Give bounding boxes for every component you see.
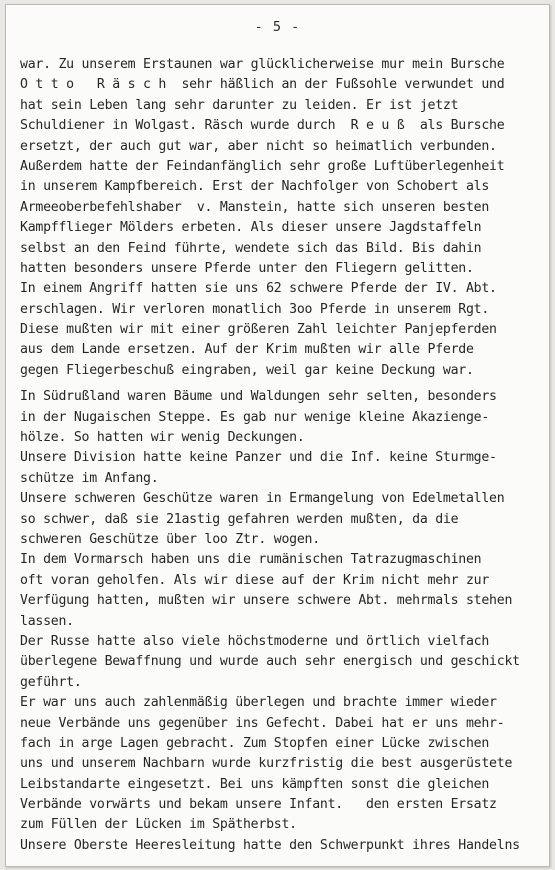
text-line: lassen.: [20, 613, 74, 629]
text-line: in der Nugaischen Steppe. Es gab nur wenige kleine Akazienge-: [20, 409, 490, 425]
text-line: Der Russe hatte also viele höchstmoderne und örtlich vielfach: [20, 633, 490, 649]
text-line: Unsere Oberste Heeresleitung hatte den Schwerpunkt ihres Handelns: [20, 837, 520, 853]
text-line: überlegene Bewaffnung und wurde auch sehr energisch und geschickt: [20, 654, 520, 670]
text-line: Verbände vorwärts und bekam unsere Infant. den ersten Ersatz: [20, 797, 497, 813]
text-line: zum Füllen der Lücken im Spätherbst.: [20, 817, 297, 833]
text-line: in unserem Kampfbereich. Erst der Nachfolger von Schobert als: [20, 179, 490, 195]
text-line: fach in arge Lagen gebracht. Zum Stopfen einer Lücke zwischen: [20, 735, 490, 751]
text-line: war. Zu unserem Erstaunen war glücklicherweise mur mein Bursche: [20, 57, 505, 72]
body-text: [20, 55, 546, 856]
text-line: gegen Fliegerbeschuß eingraben, weil gar keine Deckung war.: [20, 362, 474, 378]
text-line: Diese mußten wir mit einer größeren Zahl leichter Panjepferden: [20, 322, 497, 338]
text-line: hat sein Leben lang sehr darunter zu leiden. Er ist jetzt: [20, 97, 459, 113]
text-line: selbst an den Feind führte, wendete sich das Bild. Bis dahin: [20, 240, 482, 256]
text-line: Kampfflieger Mölders erbeten. Als dieser unsere Jagdstaffeln: [20, 220, 482, 236]
text-line: O t t o R ä s c h sehr häßlich an der Fußsohle verwundet und: [20, 77, 505, 93]
text-line: erschlagen. Wir verloren monatlich 3oo Pferde in unserem Rgt.: [20, 301, 490, 317]
text-line: Unsere schweren Geschütze waren in Ermangelung von Edelmetallen: [20, 491, 505, 507]
text-line: uns und unserem Nachbarn wurde kurzfristig die best ausgerüstete: [20, 756, 513, 772]
text-line: In dem Vormarsch haben uns die rumänischen Tatrazugmaschinen: [20, 552, 482, 568]
text-line: so schwer, daß sie 21astig gefahren werden mußten, da die: [20, 511, 459, 527]
text-line: ersetzt, der auch gut war, aber nicht so heimatlich verbunden.: [20, 138, 497, 154]
page-number: - 5 -: [254, 19, 301, 35]
text-line: Schuldiener in Wolgast. Räsch wurde durch R e u ß als Bursche: [20, 118, 505, 134]
text-line: schweren Geschütze über loo Ztr. wogen.: [20, 531, 320, 547]
text-line: Armeeoberbefehlshaber v. Manstein, hatte sich unseren besten: [20, 199, 490, 215]
text-line: geführt.: [20, 674, 82, 690]
text-line: hölze. So hatten wir wenig Deckungen.: [20, 430, 305, 446]
text-line: oft voran geholfen. Als wir diese auf der Krim nicht mehr zur: [20, 572, 490, 588]
document-page: [5, 4, 550, 867]
text-line: Verfügung hatten, mußten wir unsere schwere Abt. mehrmals stehen: [20, 593, 513, 609]
text-line: In Südrußland waren Bäume und Waldungen sehr selten, besonders: [20, 389, 497, 405]
text-line: In einem Angriff hatten sie uns 62 schwere Pferde der IV. Abt.: [20, 281, 497, 297]
text-line: neue Verbände uns gegenüber ins Gefecht. Dabei hat er uns mehr-: [20, 715, 505, 731]
text-line: aus dem Lande ersetzen. Auf der Krim mußten wir alle Pferde: [20, 342, 474, 358]
text-line: Unsere Division hatte keine Panzer und die Inf. keine Sturmge-: [20, 450, 497, 466]
text-line: Leibstandarte eingesetzt. Bei uns kämpften sonst die gleichen: [20, 776, 490, 792]
text-line: hatten besonders unsere Pferde unter den Fliegern gelitten.: [20, 260, 474, 276]
text-line: Außerdem hatte der Feindanfänglich sehr große Luftüberlegenheit: [20, 158, 505, 174]
text-line: schütze im Anfang.: [20, 470, 159, 486]
text-line: Er war uns auch zahlenmäßig überlegen und brachte immer wieder: [20, 695, 497, 711]
